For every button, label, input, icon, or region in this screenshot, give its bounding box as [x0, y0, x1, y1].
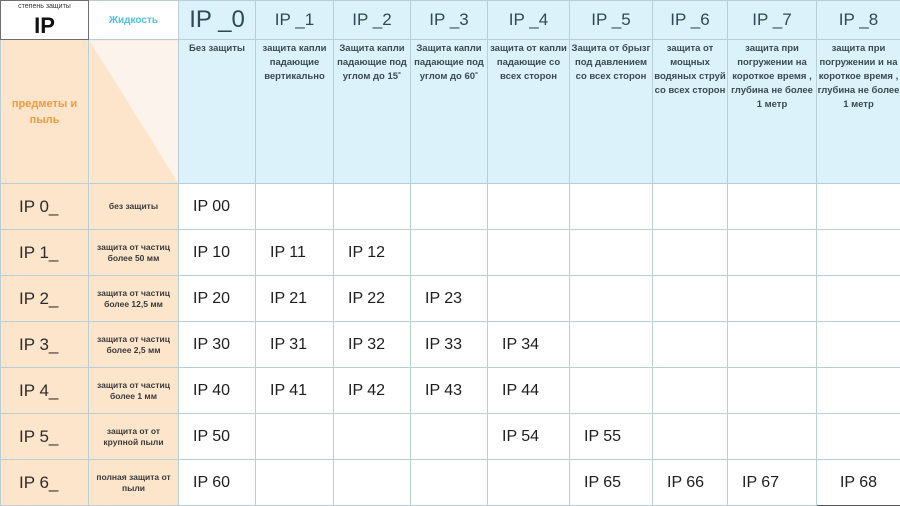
empty-cell	[334, 184, 411, 230]
water-desc: Защита капли падающие под углом до 15˚	[334, 40, 411, 184]
water-code: IP _0	[179, 1, 256, 40]
ip-code-cell: IP 22	[334, 276, 411, 322]
ip-code-cell: IP 67	[728, 460, 817, 506]
ip-code-cell: IP 20	[179, 276, 256, 322]
ip-code-cell: IP 66	[653, 460, 728, 506]
empty-cell	[488, 276, 570, 322]
ip-code-cell: IP 42	[334, 368, 411, 414]
water-desc: Защита капли падающие под углом до 60˚	[411, 40, 488, 184]
dust-desc: защита от частиц более 2,5 мм	[89, 322, 179, 368]
empty-cell	[653, 230, 728, 276]
empty-cell	[488, 460, 570, 506]
empty-cell	[334, 414, 411, 460]
dust-label: предметы и пыль	[1, 40, 89, 184]
ip-code-cell: IP 23	[411, 276, 488, 322]
dust-code: IP 4_	[1, 368, 89, 414]
empty-cell	[728, 368, 817, 414]
water-code: IP _1	[256, 1, 334, 40]
empty-cell	[817, 230, 900, 276]
ip-code-cell: IP 33	[411, 322, 488, 368]
liquid-label: Жидкость	[89, 1, 179, 40]
empty-cell	[653, 368, 728, 414]
ip-code-cell: IP 21	[256, 276, 334, 322]
empty-cell	[488, 230, 570, 276]
water-code: IP _3	[411, 1, 488, 40]
water-code: IP _5	[570, 1, 653, 40]
header-codes-row	[1, 1, 900, 40]
empty-cell	[728, 276, 817, 322]
dust-desc: без защиты	[89, 184, 179, 230]
dust-code: IP 1_	[1, 230, 89, 276]
table-row	[1, 460, 900, 506]
water-code: IP _8	[817, 1, 900, 40]
empty-cell	[728, 184, 817, 230]
corner-title: IP	[34, 13, 55, 38]
water-desc: защита от капли падающие со всех сторон	[488, 40, 570, 184]
table-row	[1, 368, 900, 414]
empty-cell	[488, 184, 570, 230]
ip-code-cell: IP 40	[179, 368, 256, 414]
empty-cell	[411, 460, 488, 506]
empty-cell	[334, 460, 411, 506]
empty-cell	[256, 460, 334, 506]
water-code: IP _4	[488, 1, 570, 40]
dust-code: IP 5_	[1, 414, 89, 460]
table-row	[1, 276, 900, 322]
water-desc: защита при погружении на короткое время , глубина не более 1 метр	[728, 40, 817, 184]
dust-desc: полная защита от пыли	[89, 460, 179, 506]
empty-cell	[653, 322, 728, 368]
empty-cell	[728, 322, 817, 368]
dust-desc: защита от от крупной пыли	[89, 414, 179, 460]
ip-code-cell: IP 55	[570, 414, 653, 460]
dust-desc: защита от частиц более 50 мм	[89, 230, 179, 276]
ip-code-cell: IP 32	[334, 322, 411, 368]
dust-code: IP 3_	[1, 322, 89, 368]
ip-code-cell: IP 65	[570, 460, 653, 506]
diagonal-cell	[89, 40, 179, 184]
water-desc: защита от мощных водяных струй со всех сторон	[653, 40, 728, 184]
dust-code: IP 0_	[1, 184, 89, 230]
empty-cell	[817, 368, 900, 414]
empty-cell	[256, 184, 334, 230]
ip-code-cell: IP 12	[334, 230, 411, 276]
water-desc: Без защиты	[179, 40, 256, 184]
water-code: IP _6	[653, 1, 728, 40]
dust-desc: защита от частиц более 1 мм	[89, 368, 179, 414]
ip-code-cell: IP 44	[488, 368, 570, 414]
empty-cell	[411, 184, 488, 230]
dust-code: IP 2_	[1, 276, 89, 322]
ip-code-cell: IP 54	[488, 414, 570, 460]
empty-cell	[570, 322, 653, 368]
empty-cell	[653, 414, 728, 460]
empty-cell	[256, 414, 334, 460]
ip-code-cell: IP 41	[256, 368, 334, 414]
ip-code-cell: IP 34	[488, 322, 570, 368]
water-code: IP _7	[728, 1, 817, 40]
ip-code-cell: IP 00	[179, 184, 256, 230]
empty-cell	[817, 276, 900, 322]
water-desc: защита при погружении и на короткое время , глубина не более 1 метр	[817, 40, 900, 184]
table-row	[1, 322, 900, 368]
water-code: IP _2	[334, 1, 411, 40]
empty-cell	[570, 230, 653, 276]
water-desc: Защита от брызг под давлением со всех сторон	[570, 40, 653, 184]
water-desc: защита капли падающие вертикально	[256, 40, 334, 184]
table-row	[1, 184, 900, 230]
dust-code: IP 6_	[1, 460, 89, 506]
empty-cell	[728, 414, 817, 460]
corner-title-cell	[1, 1, 89, 40]
ip-code-cell: IP 68	[817, 460, 900, 506]
empty-cell	[653, 184, 728, 230]
ip-code-cell: IP 10	[179, 230, 256, 276]
empty-cell	[570, 368, 653, 414]
ip-code-cell: IP 43	[411, 368, 488, 414]
ip-code-cell: IP 60	[179, 460, 256, 506]
empty-cell	[411, 230, 488, 276]
table-row	[1, 414, 900, 460]
empty-cell	[817, 322, 900, 368]
empty-cell	[411, 414, 488, 460]
empty-cell	[653, 276, 728, 322]
ip-code-cell: IP 50	[179, 414, 256, 460]
dust-desc: защита от частиц более 12,5 мм	[89, 276, 179, 322]
table-row	[1, 230, 900, 276]
corner-subtitle: степень защиты	[18, 3, 71, 10]
empty-cell	[570, 184, 653, 230]
ip-code-cell: IP 11	[256, 230, 334, 276]
ip-code-cell: IP 30	[179, 322, 256, 368]
empty-cell	[728, 230, 817, 276]
empty-cell	[570, 276, 653, 322]
empty-cell	[817, 184, 900, 230]
ip-code-cell: IP 31	[256, 322, 334, 368]
header-desc-row	[1, 40, 900, 184]
empty-cell	[817, 414, 900, 460]
